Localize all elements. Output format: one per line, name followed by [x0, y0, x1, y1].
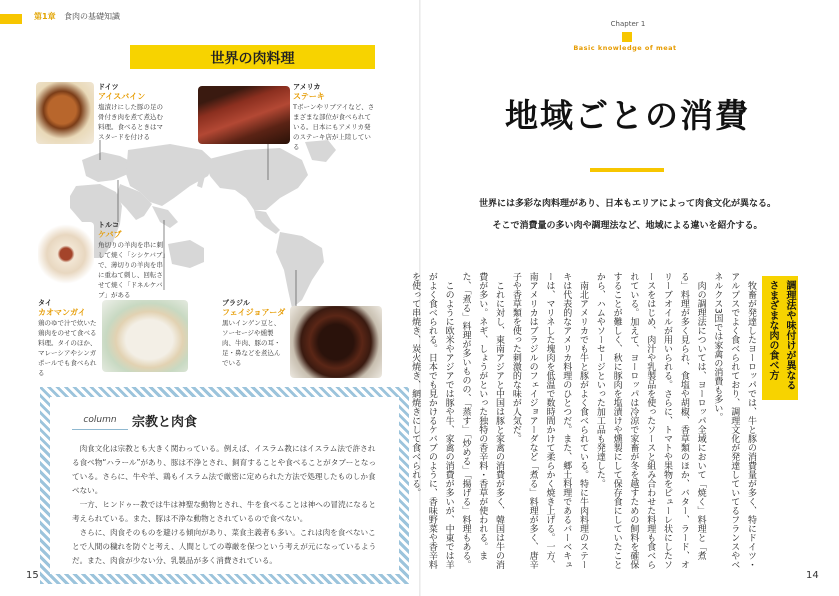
book-section-title: 食肉の基礎知識 [64, 12, 120, 21]
chapter-marker-bar [0, 14, 22, 24]
lead-line: そこで消費量の多い肉や調理法など、地域による違いを紹介する。 [492, 221, 763, 231]
chapter-subtitle: Basic knowledge of meat [573, 44, 677, 52]
caption-usa [293, 82, 375, 152]
country-name: アメリカ [293, 83, 321, 91]
lead-line: 世界には多彩な肉料理があり、日本もエリアによって肉食文化が異なる。 [478, 199, 776, 209]
side-heading-box [762, 276, 798, 400]
caption-germany [98, 82, 168, 142]
body-paragraph: このように欧米やアジアでは豚や牛、家禽の消費が多いが、中東では羊がよく食べられる。日本でも見かけるケバブのように、香味野菜や香辛料を使って串焼き、炭火焼き、網焼きにして食べられる。 [410, 272, 454, 569]
dish-name: カオマンガイ [38, 308, 86, 317]
caption-brazil [222, 298, 286, 368]
dish-description: Tボーンやリブアイなど、さまざまな部位が食べられている。日本にもアメリカ発のステーキ店が上陸している [293, 103, 375, 151]
column-paragraph: さらに、肉食そのものを避ける傾向があり、菜食主義者も多い。これは肉を食べないことで人間の穢れを防ぐと考え、人間としての尊厳を保つという考えが元になっているようだ。また、肉食が少ない分、乳製品が多く消費されている。 [72, 528, 377, 565]
photo-eisbein [36, 82, 94, 144]
page-title: 地域ごとの消費 [505, 96, 750, 135]
body-paragraph: これに対し、東南アジアと中国は豚と家禽の消費が多く、韓国は牛の消費が多い。ネギ、しょうがといった独特の香辛料・香草が使われる。また、「煮る」料理が多いものの、「蒸す」「炒める」「揚げる」料理もある。 [460, 272, 505, 569]
country-name: ブラジル [222, 299, 250, 307]
country-name: トルコ [98, 221, 119, 229]
cube-icon [622, 32, 632, 42]
dish-description: 黒いインゲン豆と、ソーセージや燻製肉、牛肉、豚の耳・足・鼻などを煮込んでいる [222, 319, 281, 367]
body-paragraph: 肉の調理法については、ヨーロッパ全域において「焼く」料理と「煮る」料理が多く見られ、食塩や胡椒、香草類のほか、バター、ラード、オリーブオイルが用いられる。さらに、トマトや果物をピューレ状にしたソースをはじめ、肉汁や乳製品を使ったソースと組み合わせた料理も食べられている。加えて、ヨーロッパは冷涼で家畜が冬を越すための飼料を確保することが難しく、秋に豚肉を塩漬けや燻製にして保存食にしていたことから、ハムやソーセージといった加工品も発達した。 [594, 272, 706, 569]
chapter-label: Chapter 1 [610, 20, 646, 28]
body-paragraph: 牧畜が発達したヨーロッパでは、牛と豚の消費量が多く、特にドイツ・アルプスでよく食べられており、調理文化が発達していてるフランスやベネルクス3国では家禽の消費も多い。 [712, 272, 756, 569]
page-number-left: 15 [26, 570, 39, 581]
country-name: ドイツ [98, 83, 119, 91]
photo-khao-man-gai [102, 300, 188, 372]
lead-text [465, 193, 790, 237]
caption-turkey [98, 220, 168, 300]
vertical-body-text [410, 272, 759, 572]
page-number-right: 14 [806, 570, 819, 581]
dish-description: 塩漬けにした豚の足の骨付き肉を煮て煮込む料理。食べるときはマスタードを付ける [98, 103, 163, 141]
dish-name: ステーキ [293, 92, 325, 101]
body-paragraph: 南北アメリカでも牛と豚がよく食べられている。特に牛肉料理のステーキは代表的なアメリカ料理のひとつだ。また、郷土料理であるバーベキューは、マリネした塊肉を低温で数時間かけて柔らかく焼き上げる。一方、南アメリカはブラジルのフェイジョアーダなど「煮る」料理が多く、唐辛子や香草類を使った刺激的な味が人気だ。 [510, 272, 589, 569]
side-heading: 調理法や味付けが異なるさまざまな肉の食べ方 [767, 280, 795, 390]
dish-name: ケバブ [98, 230, 122, 239]
dish-description: 鶏のゆで汁で炊いた鶏肉をのせて食べる料理。タイのほか、マレーシアやシンガポールでも食べられる [38, 319, 97, 377]
title-underline [590, 168, 664, 172]
column-tag: column [72, 415, 128, 430]
photo-kebab [38, 222, 94, 286]
title-banner [130, 45, 375, 69]
chapter-tag: 第1章 [34, 12, 56, 21]
column-paragraph: 肉食文化は宗教とも大きく関わっている。例えば、イスラム教にはイスラム法で許される食べ物“ハラール”があり、豚は不浄とされ、飼育することや食べることがタブーとなっている。さらに、牛や羊、鶏もイスラム法で厳密に定められた方法で処理したものしか食べない。 [72, 444, 377, 495]
banner-title: 世界の肉料理 [210, 51, 295, 67]
dish-description: 角切りの羊肉を串に刺して焼く「シシケバブ」で、薄切りの羊肉を串に重ねて刺し、回転させて焼く「ドネルケバブ」がある [98, 241, 166, 299]
dish-name: フェイジョアーダ [222, 308, 286, 317]
caption-thailand [38, 298, 100, 378]
photo-steak [198, 86, 290, 144]
column-title: 宗教と肉食 [132, 415, 198, 430]
column-body [72, 442, 380, 568]
column-paragraph: 一方、ヒンドゥー教では牛は神聖な動物とされ、牛を食べることは神への冒涜になると考えられている。また、豚は不浄な動物とされているので食べない。 [72, 500, 377, 523]
photo-feijoada [290, 306, 382, 378]
dish-name: アイスバイン [98, 92, 146, 101]
country-name: タイ [38, 299, 52, 307]
column-box [40, 387, 409, 584]
